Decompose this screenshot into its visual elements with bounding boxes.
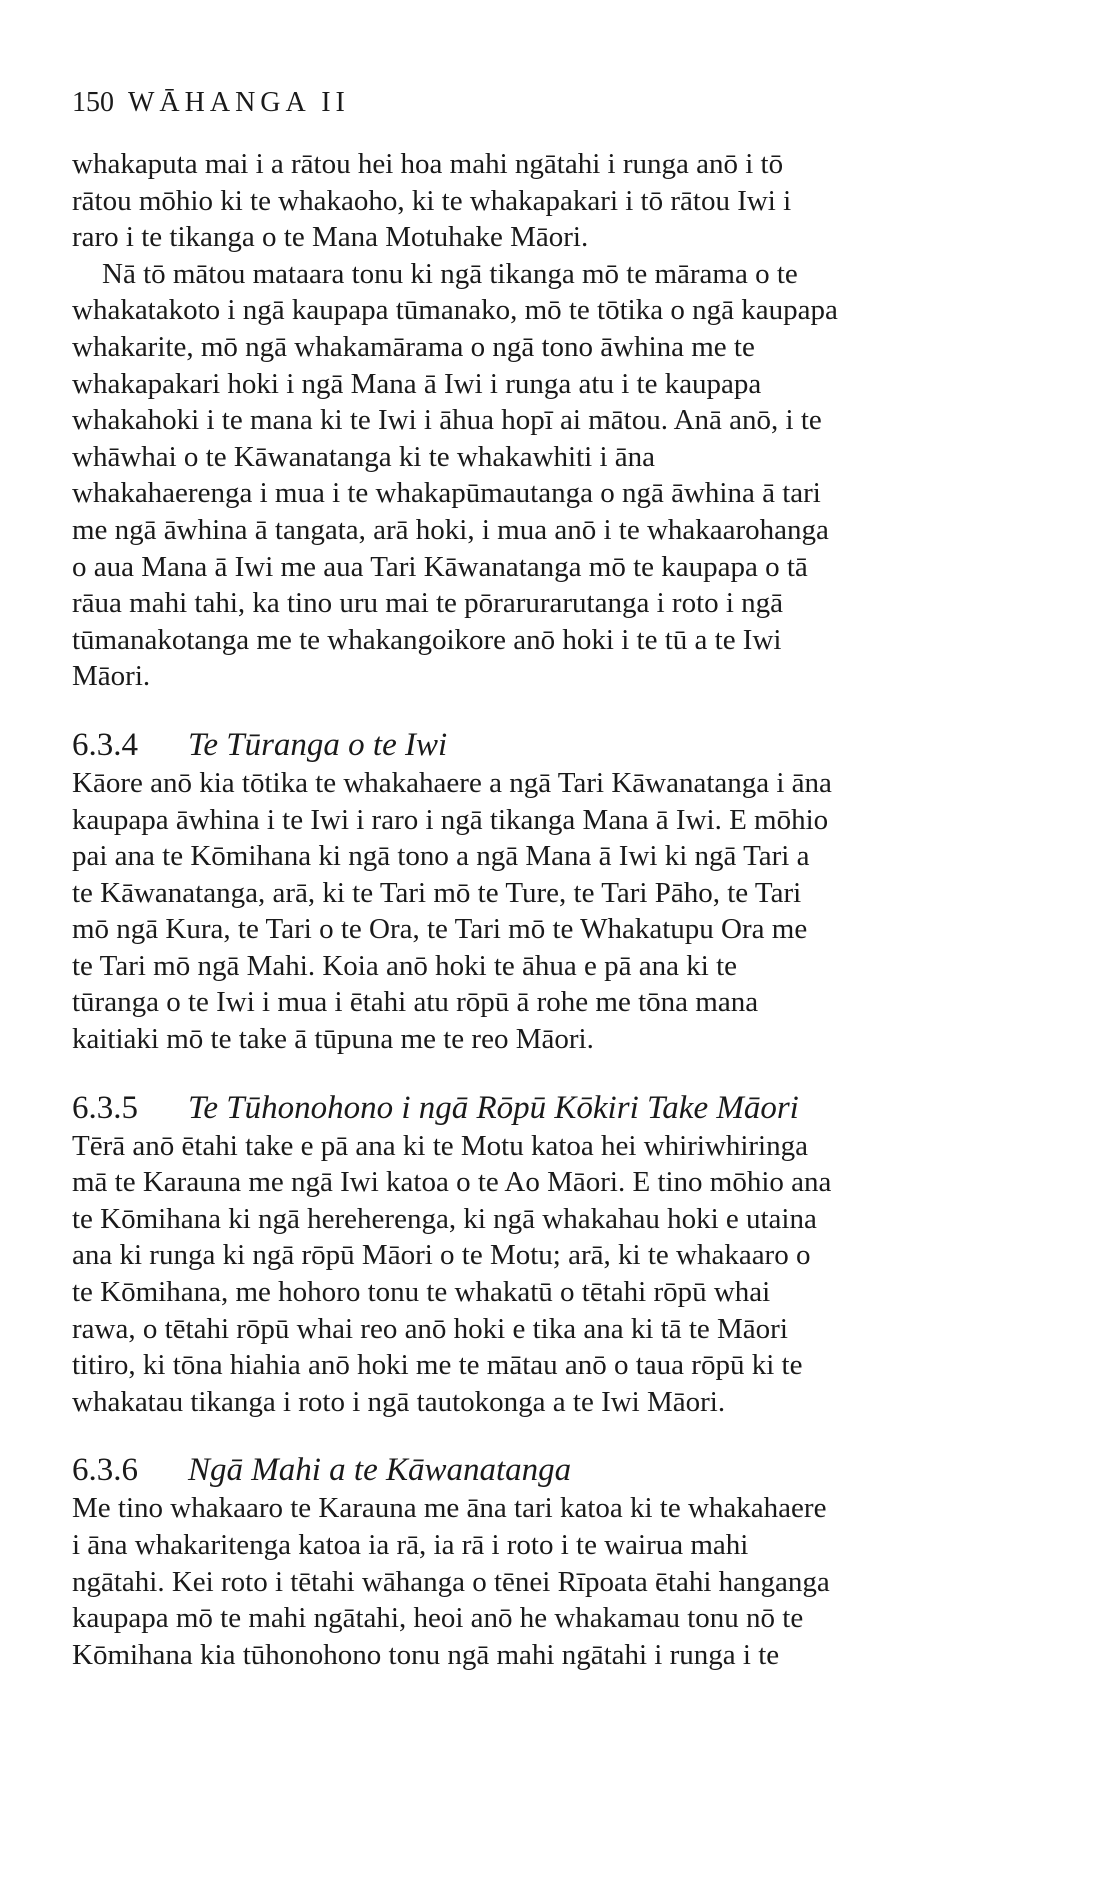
- section-6-3-6: [72, 1450, 972, 1673]
- section-number: 6.3.4: [72, 726, 138, 763]
- text-line: te Kōmihana, me hohoro tonu te whakatū o tētahi rōpū whai: [72, 1276, 771, 1309]
- section-paragraph: [72, 765, 972, 1058]
- text-line: rātou mōhio ki te whakaoho, ki te whakapakari i tō rātou Iwi i: [72, 184, 792, 217]
- section-paragraph: [72, 1128, 972, 1421]
- text-line: whakaputa mai i a rātou hei hoa mahi ngātahi i runga anō i tō: [72, 148, 784, 180]
- text-line: whakapakari hoki i ngā Mana ā Iwi i runga atu i te kaupapa: [72, 367, 762, 400]
- section-number: 6.3.5: [72, 1089, 138, 1126]
- text-line: ana ki runga ki ngā rōpū Māori o te Motu; arā, ki te whakaaro o: [72, 1239, 811, 1272]
- text-line: tūmanakotanga me te whakangoikore anō hoki i te tū a te Iwi: [72, 623, 782, 656]
- text-line: Nā tō mātou mataara tonu ki ngā tikanga mō te mārama o te: [102, 257, 798, 290]
- text-line: i āna whakaritenga katoa ia rā, ia rā i roto i te wairua mahi: [72, 1529, 749, 1561]
- text-line: rawa, o tētahi rōpū whai reo anō hoki e tika ana ki tā te Māori: [72, 1312, 788, 1345]
- text-line: ngātahi. Kei roto i tētahi wāhanga o tēnei Rīpoata ētahi hanganga: [72, 1565, 830, 1598]
- text-line: rāua mahi tahi, ka tino uru mai te pōrarurarutanga i roto i ngā: [72, 587, 784, 620]
- text-line: o aua Mana ā Iwi me aua Tari Kāwanatanga mō te kaupapa o tā: [72, 550, 808, 583]
- section-heading: [72, 1088, 972, 1128]
- text-line: tūranga o te Iwi i mua i ētahi atu rōpū ā rohe me tōna mana: [72, 986, 759, 1019]
- document-page: [72, 86, 972, 1673]
- running-head: [72, 86, 972, 120]
- text-line: kaupapa mō te mahi ngātahi, heoi anō he whakamau tonu nō te: [72, 1602, 804, 1635]
- text-line: Me tino whakaaro te Karauna me āna tari katoa ki te whakahaere: [72, 1492, 827, 1525]
- text-line: kaitiaki mō te take ā tūpuna me te reo Māori.: [72, 1023, 594, 1056]
- section-heading: [72, 725, 972, 765]
- text-line: pai ana te Kōmihana ki ngā tono a ngā Mana ā Iwi ki ngā Tari a: [72, 840, 810, 873]
- text-line: titiro, ki tōna hiahia anō hoki me te mātau anō o taua rōpū ki te: [72, 1349, 803, 1382]
- section-number: 6.3.6: [72, 1452, 138, 1489]
- paragraph-continuation: [72, 146, 972, 256]
- page-number: 150: [72, 87, 114, 118]
- text-line: raro i te tikanga o te Mana Motuhake Māori.: [72, 221, 589, 254]
- text-line: Māori.: [72, 660, 151, 693]
- text-line: te Tari mō ngā Mahi. Koia anō hoki te āhua e pā ana ki te: [72, 949, 738, 982]
- text-line: whakahaerenga i mua i te whakapūmautanga o ngā āwhina ā tari: [72, 477, 821, 510]
- text-line: whakatau tikanga i roto i ngā tautokonga a te Iwi Māori.: [72, 1385, 726, 1418]
- text-line: whakarite, mō ngā whakamārama o ngā tono āwhina me te: [72, 330, 755, 363]
- text-line: me ngā āwhina ā tangata, arā hoki, i mua anō i te whakaarohanga: [72, 513, 829, 546]
- paragraph: [72, 256, 972, 695]
- text-line: whakatakoto i ngā kaupapa tūmanako, mō te tōtika o ngā kaupapa: [72, 294, 838, 327]
- text-line: Kāore anō kia tōtika te whakahaere a ngā Tari Kāwanatanga i āna: [72, 766, 832, 799]
- text-line: Tērā anō ētahi take e pā ana ki te Motu katoa hei whiriwhiringa: [72, 1129, 808, 1162]
- chapter-label: WĀHANGA II: [128, 87, 350, 118]
- text-line: mā te Karauna me ngā Iwi katoa o te Ao Māori. E tino mōhio ana: [72, 1166, 832, 1199]
- section-title: Ngā Mahi a te Kāwanatanga: [188, 1452, 572, 1489]
- section-6-3-4: [72, 725, 972, 1058]
- section-paragraph: [72, 1490, 972, 1673]
- text-line: whakahoki i te mana ki te Iwi i āhua hopī ai mātou. Anā anō, i te: [72, 404, 822, 437]
- section-title: Te Tūhonohono i ngā Rōpū Kōkiri Take Māori: [188, 1089, 799, 1126]
- section-title: Te Tūranga o te Iwi: [188, 726, 448, 763]
- text-line: Kōmihana kia tūhonohono tonu ngā mahi ngātahi i runga i te: [72, 1638, 780, 1671]
- text-line: kaupapa āwhina i te Iwi i raro i ngā tikanga Mana ā Iwi. E mōhio: [72, 803, 829, 836]
- text-line: te Kāwanatanga, arā, ki te Tari mō te Ture, te Tari Pāho, te Tari: [72, 876, 802, 909]
- section-6-3-5: [72, 1088, 972, 1421]
- text-line: mō ngā Kura, te Tari o te Ora, te Tari mō te Whakatupu Ora me: [72, 913, 808, 946]
- section-heading: [72, 1450, 972, 1490]
- text-line: whāwhai o te Kāwanatanga ki te whakawhiti i āna: [72, 440, 656, 473]
- text-line: te Kōmihana ki ngā hereherenga, ki ngā whakahau hoki e utaina: [72, 1202, 817, 1235]
